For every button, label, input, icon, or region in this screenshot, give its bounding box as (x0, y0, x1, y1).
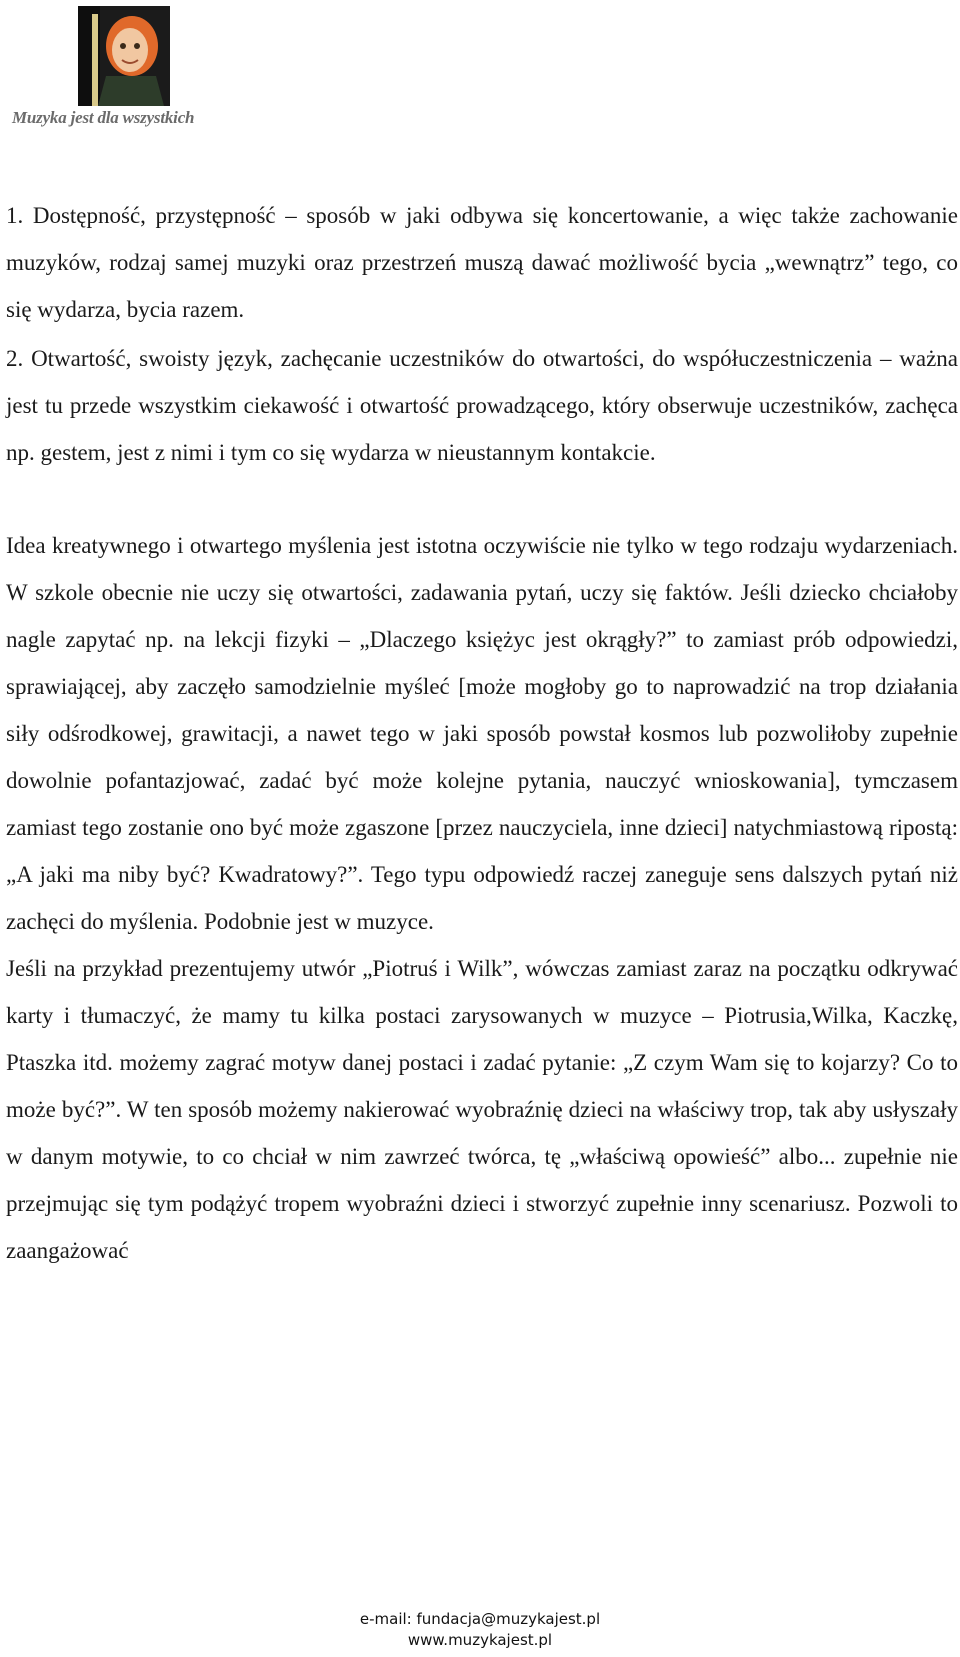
foundation-logo (6, 4, 234, 132)
page-footer (0, 1609, 960, 1651)
paragraph-gap (6, 476, 958, 522)
paragraph-accessibility: 1. Dostępność, przystępność – sposób w jaki odbywa się koncertowanie, a więc także zachowanie muzyków, rodzaj samej muzyki oraz przestrzeń muszą dawać możliwość bycia „wewnątrz” tego, co się wydarza, bycia razem. (6, 203, 958, 322)
paragraph-creative-thinking: Idea kreatywnego i otwartego myślenia jest istotna oczywiście nie tylko w tego rodzaju wydarzeniach. W szkole obecnie nie uczy się otwartości, zadawania pytań, uczy się faktów. Jeśli dziecko chciałoby nagle zapytać np. na lekcji fizyki – „Dlaczego księżyc jest okrągły?” to zamiast prób odpowiedzi, sprawiającej, aby zaczęło samodzielnie myśleć [może mogłoby go to naprowadzić na trop działania siły odśrodkowej, grawitacji, a nawet tego w jaki sposób powstał kosmos lub pozwoliłoby zupełnie dowolnie pofantazjować, zadać być może kolejne pytania, nauczyć wnioskowania], tymczasem zamiast tego zostanie ono być może zgaszone [przez nauczyciela, inne dzieci] natychmiastową ripostą: „A jaki ma niby być? Kwadratowy?”. Tego typu odpowiedź raczej zaneguje sens dalszych pytań niż zachęci do myślenia. Podobnie jest w muzyce. (6, 533, 958, 934)
logo-portrait-image (78, 6, 170, 106)
footer-website: www.muzykajest.pl (407, 1631, 553, 1649)
footer-email: e-mail: fundacja@muzykajest.pl (359, 1610, 601, 1628)
paragraph-peter-and-wolf: Jeśli na przykład prezentujemy utwór „Piotruś i Wilk”, wówczas zamiast zaraz na początku odkrywać karty i tłumaczyć, że mamy tu kilka postaci zarysowanych w muzyce – Piotrusia,Wilka, Kaczkę, Ptaszka itd. możemy zagrać motyw danej postaci i zadać pytanie: „Z czym Wam się to kojarzy? Co to może być?”. W ten sposób możemy nakierować wyobraźnię dzieci na właściwy trop, tak aby usłyszały w danym motywie, to co chciał w nim zawrzeć twórca, tę „właściwą opowieść” albo... zupełnie nie przejmując się tym podążyć tropem wyobraźni dzieci i stworzyć zupełnie inny scenariusz. Pozwoli to zaangażować (6, 956, 958, 1263)
document-body (6, 192, 958, 1274)
paragraph-openness: 2. Otwartość, swoisty język, zachęcanie uczestników do otwartości, do współuczestniczenia – ważna jest tu przede wszystkim ciekawość i otwartość prowadzącego, który obserwuje uczestników, zachęca np. gestem, jest z nimi i tym co się wydarza w nieustannym kontakcie. (6, 346, 958, 465)
logo-caption: Muzyka jest dla wszystkich (12, 108, 195, 127)
